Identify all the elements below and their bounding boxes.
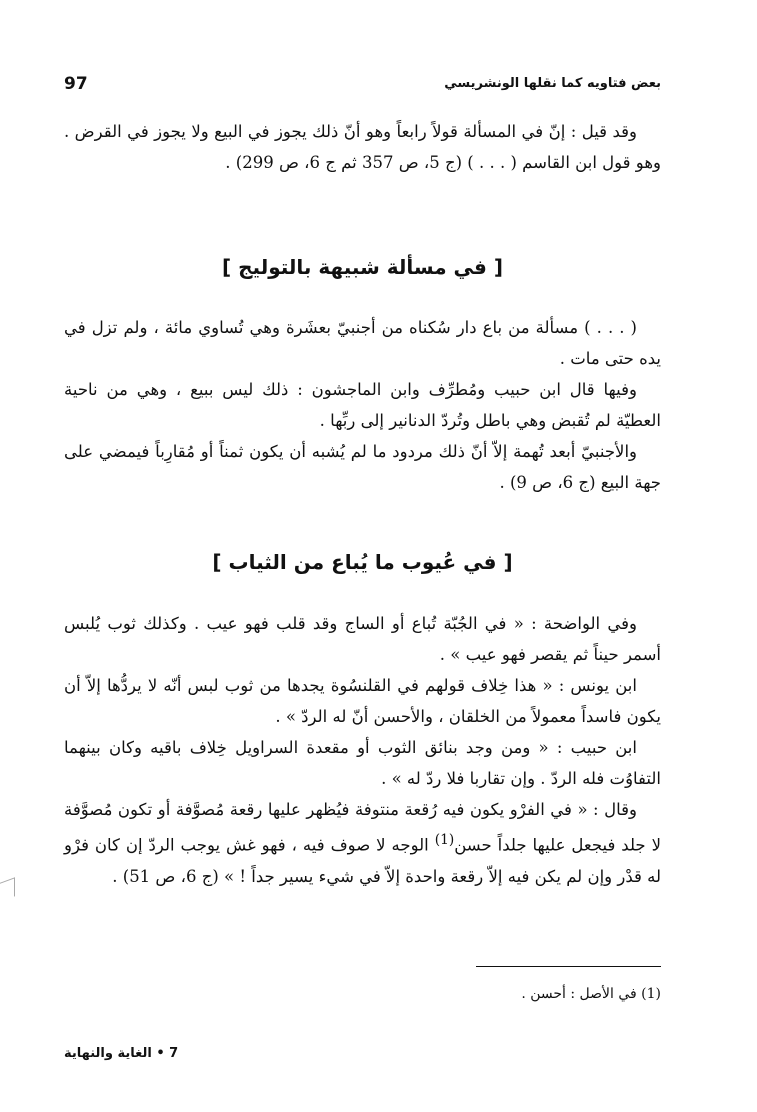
paragraph-text: الوجه لا صوف فيه ، فهو غش يوجب الردّ إن كان فرْو له قدْر وإن لم يكن فيه إلاّ رقعة واحدة إلاّ في شيء يسير جداً ! » (ج 6، ص 51) .: [64, 835, 661, 886]
footnote: (1) في الأصل : أحسن .: [521, 986, 661, 1002]
footnote-divider: [476, 966, 661, 967]
paragraph: وقد قيل : إنّ في المسألة قولاً رابعاً وهو أنّ ذلك يجوز في البيع ولا يجوز في القرض . وهو قول ابن القاسم ( . . . ) (ج 5، ص 357 ثم ج 6، ص 299) .: [64, 122, 661, 172]
paragraph-block-1: [64, 116, 661, 178]
section-heading: [ في عُيوب ما يُباع من الثياب ]: [212, 550, 513, 574]
page-header: [64, 74, 661, 104]
paragraph-text: وقال : « في الفرْو يكون فيه رُقعة منتوفة فيُظهر عليها رقعة مُصوَّفة أو تكون مُصوَّفة لا جلد فيجعل عليها جلداً حسن: [64, 800, 661, 855]
page-number: 97: [64, 74, 88, 94]
paragraph: والأجنبيّ أبعد تُهمة إلاّ أنّ ذلك مردود ما لم يُشبه أن يكون ثمناً أو مُقارِباً فيمضي على جهة البيع (ج 6، ص 9) .: [64, 442, 661, 492]
paragraph: وفيها قال ابن حبيب ومُطرِّف وابن الماجشون : ذلك ليس ببيع ، وهي من ناحية العطيّة لم تُقبض وهي باطل وتُردّ الدنانير إلى ربِّها .: [64, 380, 661, 430]
paragraph: ابن حبيب : « ومن وجد بنائق الثوب أو مقعدة السراويل خِلاف باقيه وكان بينهما التفاوُت فله الردّ . وإن تقاربا فلا ردّ له » .: [64, 738, 661, 788]
section-heading: [ في مسألة شبيهة بالتوليج ]: [222, 255, 503, 279]
footnote-ref: (1): [434, 832, 455, 848]
scan-edge-mark: [0, 877, 15, 901]
paragraph: [64, 794, 661, 892]
paragraph-block-3: [64, 608, 661, 892]
page-footer: 7 • الغاية والنهاية: [64, 1046, 179, 1061]
running-title: بعض فتاويه كما نقلها الونشريسي: [444, 76, 661, 91]
paragraph: وفي الواضحة : « في الجُبّة تُباع أو الساج وقد قلب فهو عيب . وكذلك ثوب يُلبس أسمر حيناً ثم يقصر فهو عيب » .: [64, 614, 661, 664]
paragraph-block-2: [64, 312, 661, 498]
paragraph: ( . . . ) مسألة من باع دار سُكناه من أجنبيّ بعشَرة وهي تُساوي مائة ، ولم تزل في يده حتى مات .: [64, 318, 661, 368]
paragraph: ابن يونس : « هذا خِلاف قولهم في القلنسُوة يجدها من ثوب لبس أنّه لا يردُّها إلاّ أن يكون فاسداً معمولاً من الخلقان ، والأحسن أنّ له الردّ » .: [64, 676, 661, 726]
